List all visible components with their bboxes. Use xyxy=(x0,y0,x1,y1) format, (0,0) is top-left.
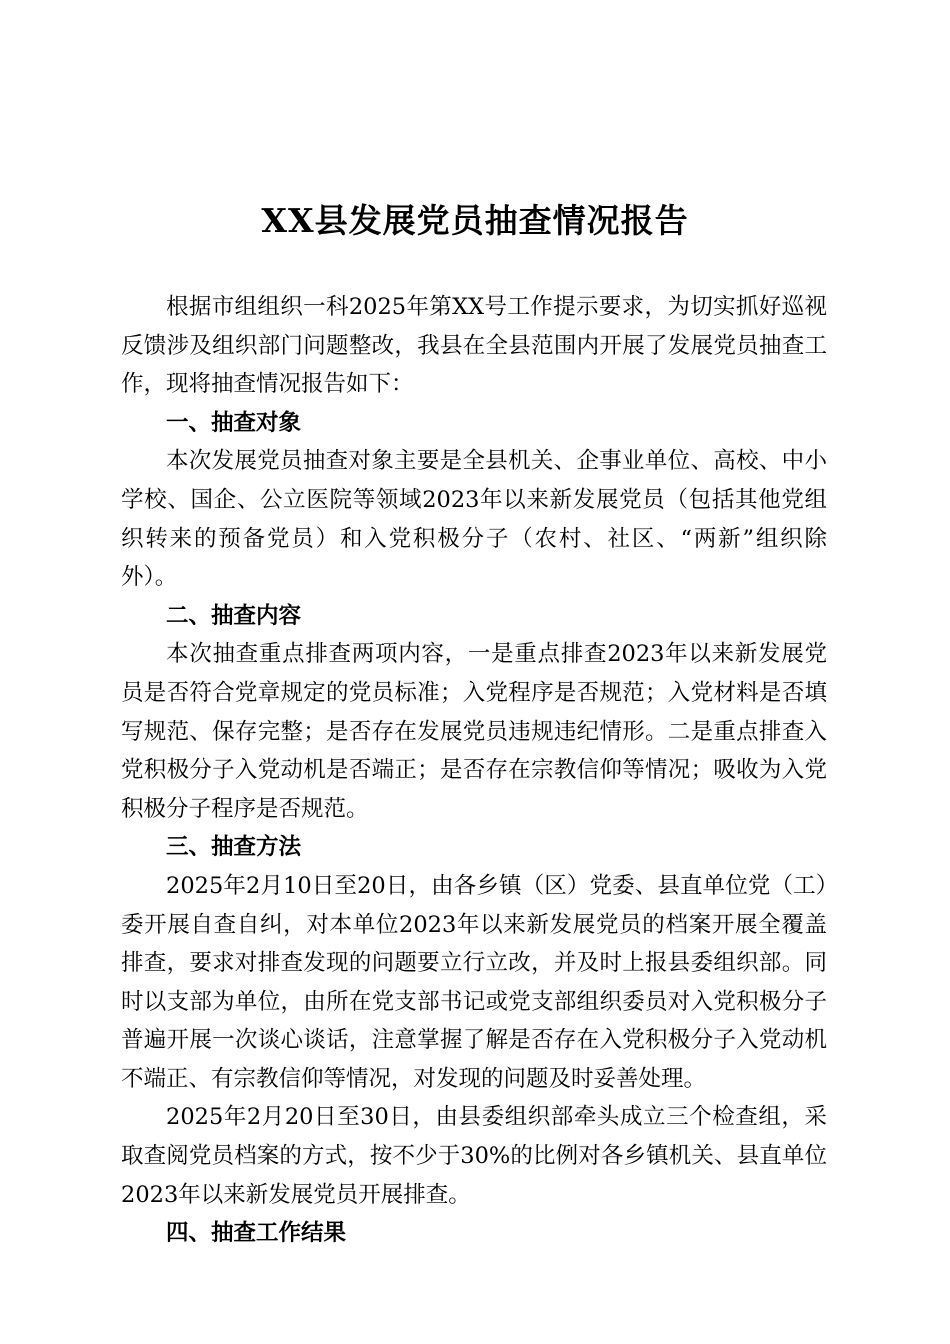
section-heading-4: 四、抽查工作结果 xyxy=(166,1220,347,1247)
intro-paragraph: 根据市组组织一科2025年第XX号工作提示要求，为切实抓好巡视反馈涉及组织部门问题整改，我县在全县范围内开展了发展党员抽查工作，现将抽查情况报告如下： xyxy=(121,294,827,398)
section-heading-3: 三、抽查方法 xyxy=(166,834,302,861)
document-body xyxy=(121,288,827,1253)
document-title: XX县发展党员抽查情况报告 xyxy=(261,201,689,240)
section-heading-2: 二、抽查内容 xyxy=(166,602,302,629)
section-paragraph-1: 本次发展党员抽查对象主要是全县机关、企事业单位、高校、中小学校、国企、公立医院等领域2023年以来新发展党员（包括其他党组织转来的预备党员）和入党积极分子（农村、社区、“两新”组织除外）。 xyxy=(121,448,827,591)
section-paragraph-3a: 2025年2月10日至20日，由各乡镇（区）党委、县直单位党（工）委开展自查自纠，对本单位2023年以来新发展党员的档案开展全覆盖排查，要求对排查发现的问题要立行立改，并及时上报县委组织部。同时以支部为单位，由所在党支部书记或党支部组织委员对入党积极分子普遍开展一次谈心谈话，注意掌握了解是否存在入党积极分子入党动机不端正、有宗教信仰等情况，对发现的问题及时妥善处理。 xyxy=(121,872,827,1092)
section-heading-1: 一、抽查对象 xyxy=(166,409,302,436)
section-paragraph-2: 本次抽查重点排查两项内容，一是重点排查2023年以来新发展党员是否符合党章规定的党员标准；入党程序是否规范；入党材料是否填写规范、保存完整；是否存在发展党员违规违纪情形。二是重点排查入党积极分子入党动机是否端正；是否存在宗教信仰等情况；吸收为入党积极分子程序是否规范。 xyxy=(121,641,827,822)
section-paragraph-3b: 2025年2月20日至30日，由县委组织部牵头成立三个检查组，采取查阅党员档案的方式，按不少于30%的比例对各乡镇机关、县直单位2023年以来新发展党员开展排查。 xyxy=(121,1104,827,1208)
